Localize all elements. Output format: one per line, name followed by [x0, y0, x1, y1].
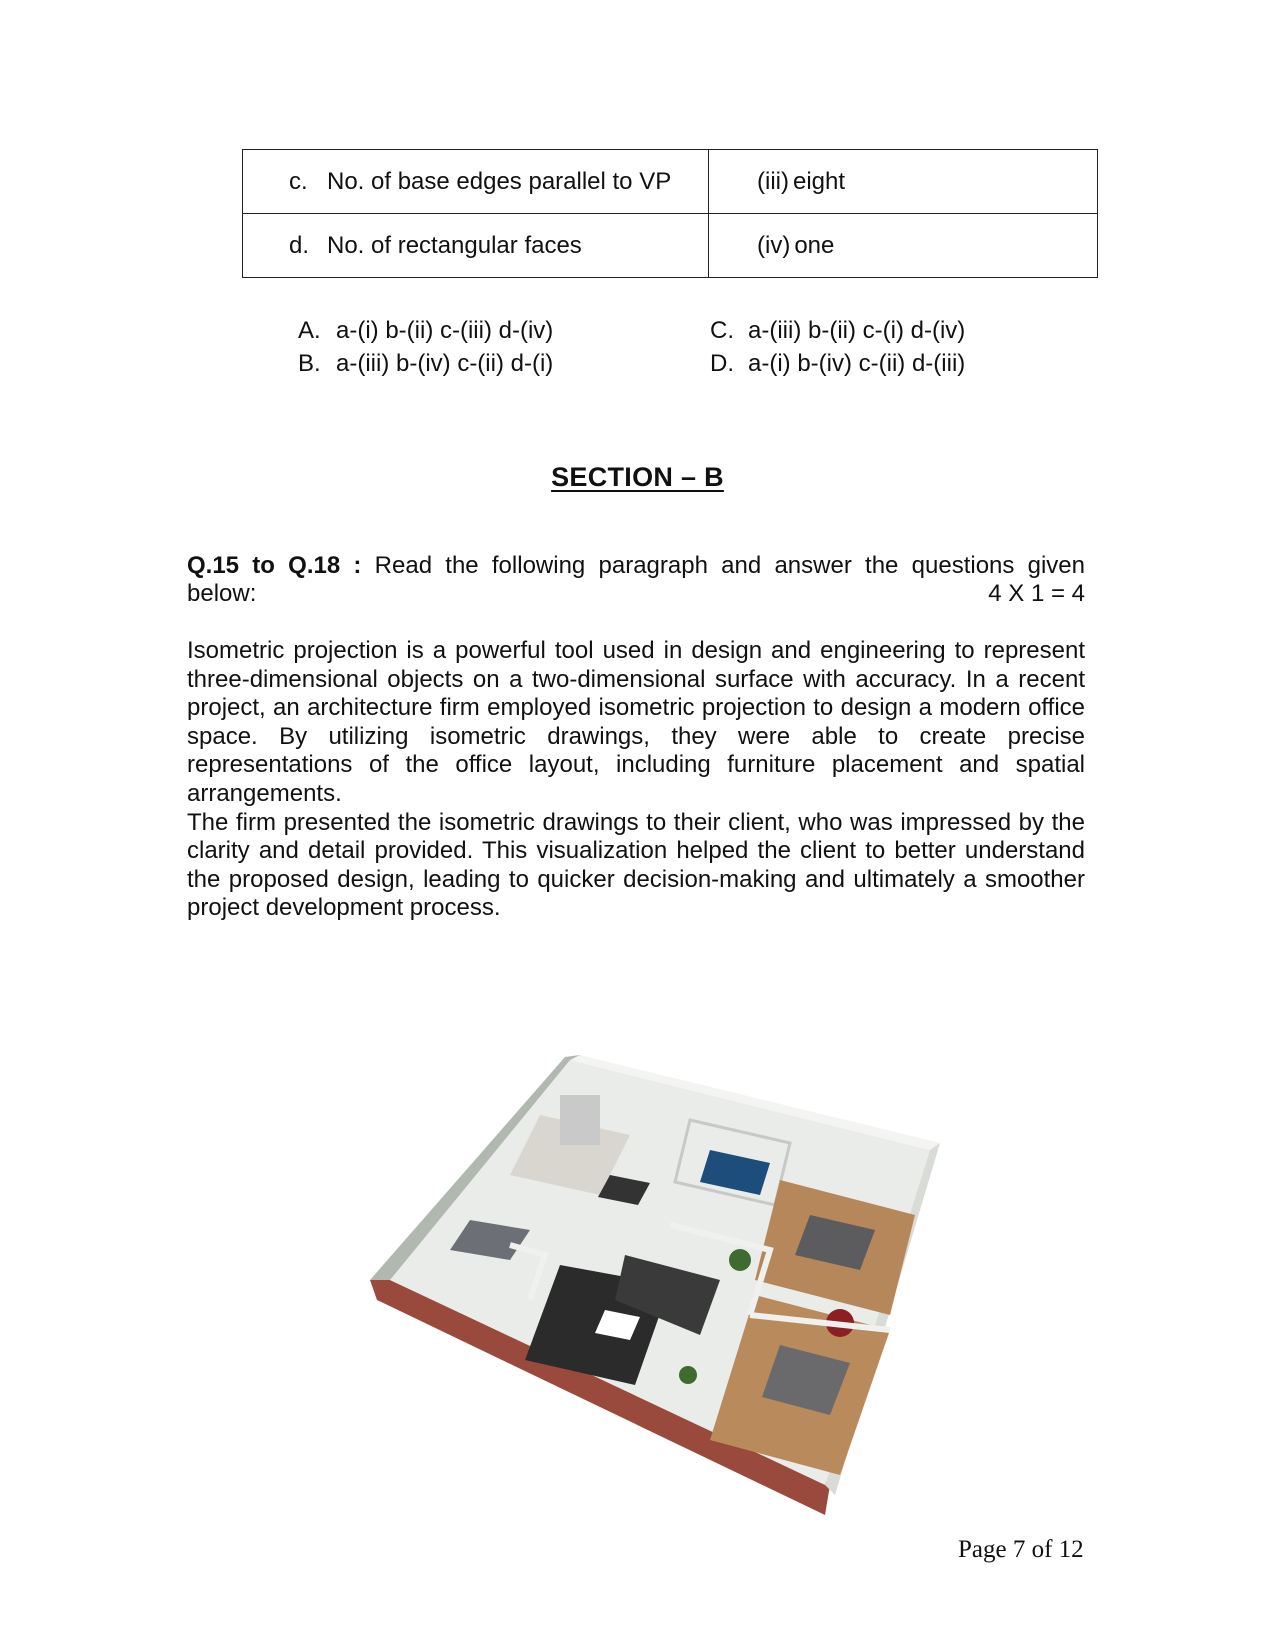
- row-right-key: (iv): [757, 231, 791, 259]
- isometric-floor-plan-illustration: [370, 1055, 980, 1545]
- table-cell-left: [243, 214, 709, 278]
- option-b: [298, 347, 553, 380]
- answer-options-left: [298, 314, 553, 380]
- section-title-text: SECTION – B: [551, 462, 724, 492]
- question-intro: [187, 552, 1085, 608]
- option-c: [710, 314, 965, 347]
- answer-options-right: [710, 314, 965, 380]
- table-row: [243, 150, 1098, 214]
- table-cell-right: [709, 214, 1098, 278]
- row-right-text: eight: [792, 167, 846, 195]
- row-key: c.: [289, 167, 308, 195]
- option-d: [710, 347, 965, 380]
- table-cell-left: [243, 150, 709, 214]
- plant: [729, 1249, 751, 1271]
- marks-scheme: 4 X 1 = 4: [988, 580, 1085, 607]
- row-right-key: (iii): [757, 167, 789, 195]
- question-instruction-end: below:: [187, 580, 257, 607]
- option-text: a-(iii) b-(iv) c-(ii) d-(i): [336, 350, 554, 377]
- section-heading: [0, 462, 1275, 493]
- isometric-floor-plan-image: [370, 1055, 980, 1545]
- option-text: a-(i) b-(iv) c-(ii) d-(iii): [748, 350, 966, 377]
- option-text: a-(i) b-(ii) c-(iii) d-(iv): [336, 317, 554, 344]
- row-right-text: one: [794, 231, 835, 259]
- passage-paragraph-1: Isometric projection is a powerful tool used in design and engineering to represent three-dimensional objects on a two-dimensional surface with accuracy. In a recent project, an architecture firm employed isometric projection to design a modern office space. By utilizing isometric drawings, they were able to create precise representations of the office layout, including furniture placement and spatial arrangements.: [187, 637, 1085, 807]
- appliance: [560, 1095, 600, 1145]
- option-text: a-(iii) b-(ii) c-(i) d-(iv): [748, 317, 966, 344]
- row-left-text: No. of base edges parallel to VP: [327, 167, 672, 195]
- option-label: B.: [298, 350, 321, 377]
- table-row: [243, 214, 1098, 278]
- question-range: Q.15 to Q.18 :: [187, 552, 362, 579]
- row-key: d.: [289, 231, 310, 259]
- question-marks-row: [187, 580, 1085, 608]
- option-a: [298, 314, 553, 347]
- passage-paragraph-2: The firm presented the isometric drawings to their client, who was impressed by the clarity and detail provided. This visualization helped the client to better understand the proposed design, leading to quicker decision-making and ultimately a smoother project development process.: [187, 808, 1085, 922]
- page-number: Page 7 of 12: [958, 1536, 1084, 1563]
- matching-table: [242, 149, 1098, 278]
- option-label: D.: [710, 350, 734, 377]
- passage: [187, 637, 1085, 923]
- option-label: C.: [710, 317, 734, 344]
- question-intro-line: [187, 552, 1085, 580]
- option-label: A.: [298, 317, 321, 344]
- plant: [679, 1366, 697, 1384]
- row-left-text: No. of rectangular faces: [327, 231, 582, 259]
- question-instruction: Read the following paragraph and answer the questions given: [374, 552, 1085, 579]
- table-cell-right: [709, 150, 1098, 214]
